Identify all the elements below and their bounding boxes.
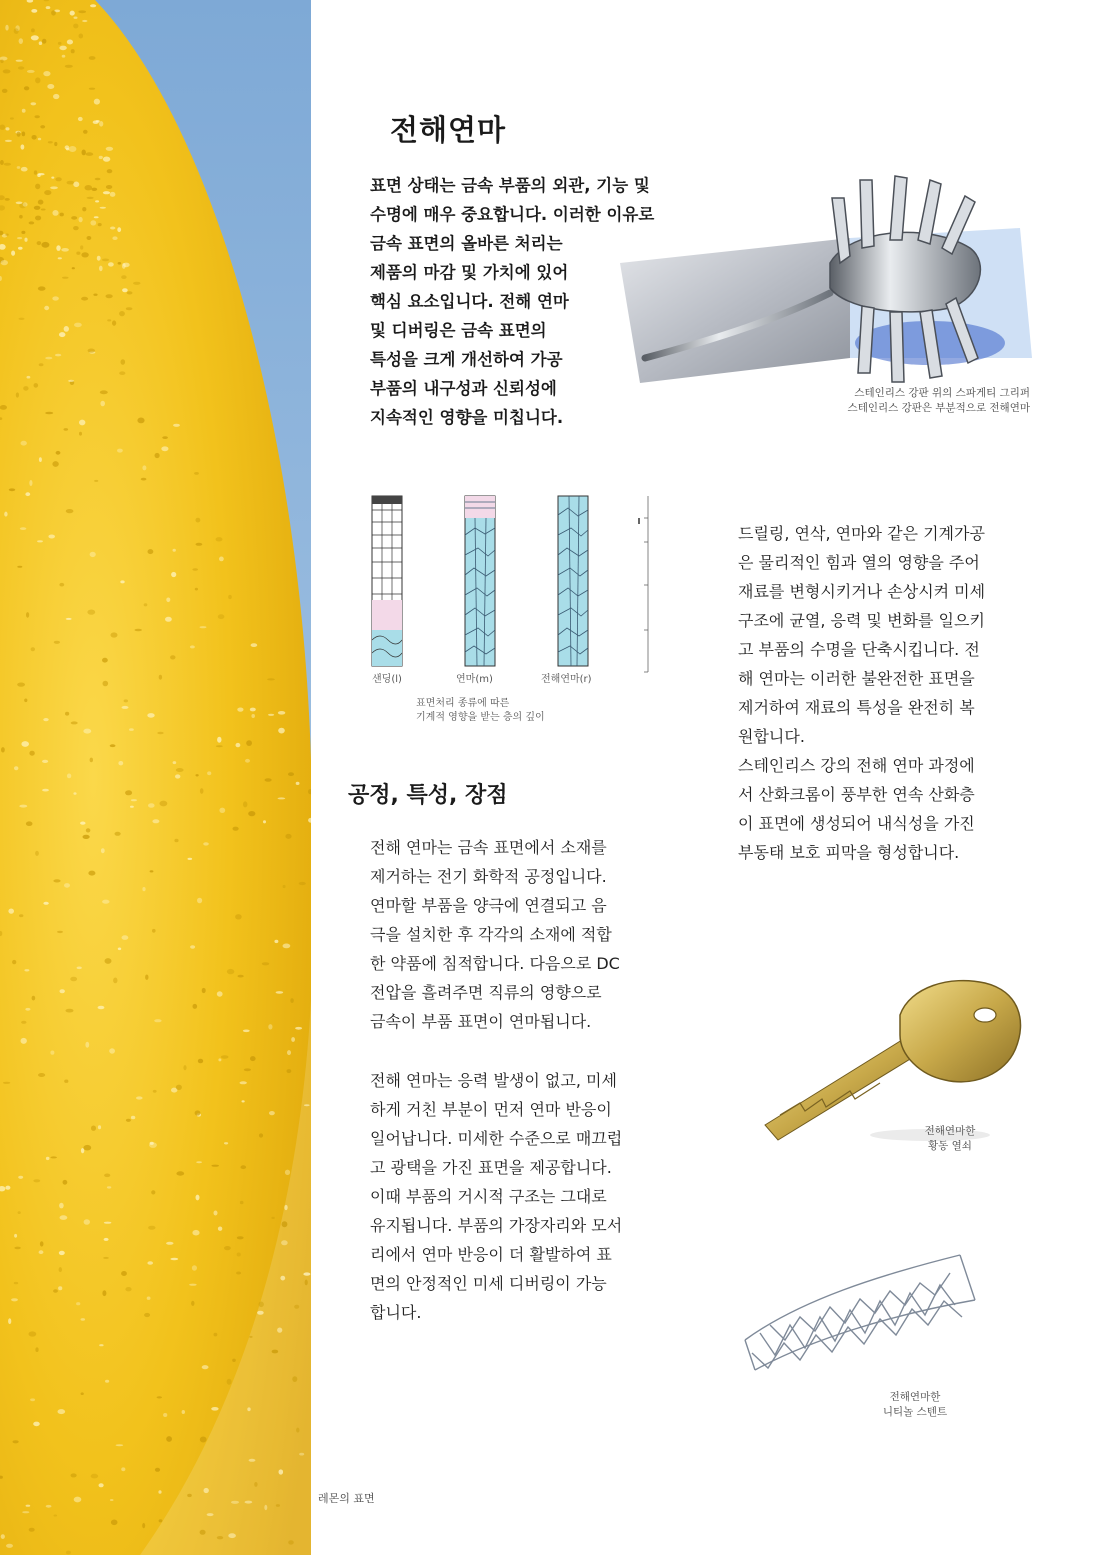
lemon-image-caption: 레몬의 표면 xyxy=(318,1492,375,1505)
diagram-caption-line: 기계적 영향을 받는 층의 깊이 xyxy=(416,712,545,723)
paragraph-line: 전해 연마는 금속 표면에서 소재를 xyxy=(370,838,607,857)
column-electropolishing xyxy=(558,496,588,666)
intro-line: 특성을 크게 개선하여 가공 xyxy=(370,350,563,369)
paragraph-line: 구조에 균열, 응력 및 변화를 일으키 xyxy=(738,611,985,630)
intro-line: 수명에 매우 중요합니다. 이러한 이유로 xyxy=(370,205,655,224)
intro-line: 부품의 내구성과 신뢰성에 xyxy=(370,379,557,398)
spaghetti-caption-line: 스테인리스 강판은 부분적으로 전해연마 xyxy=(847,402,1030,414)
paragraph-line: 리에서 연마 반응이 더 활발하여 표 xyxy=(370,1245,612,1264)
label-sanding: 샌딩(l) xyxy=(372,674,402,685)
paragraph-line: 면의 안정적인 미세 디버링이 가능 xyxy=(370,1274,607,1293)
paragraph-line: 한 약품에 침적합니다. 다음으로 DC xyxy=(370,954,620,973)
stent-caption-line: 니티놀 스텐트 xyxy=(882,1406,948,1418)
paragraph-line: 전압을 흘려주면 직류의 영향으로 xyxy=(370,983,602,1002)
intro-line: 제품의 마감 및 가치에 있어 xyxy=(370,263,569,282)
section-heading: 공정, 특성, 장점 xyxy=(348,783,508,808)
paragraph-line: 원합니다. xyxy=(738,727,805,746)
paragraph-line: 전해 연마는 응력 발생이 없고, 미세 xyxy=(370,1071,617,1090)
lemon-surface-image xyxy=(0,0,311,1555)
paragraph-line: 이때 부품의 거시적 구조는 그대로 xyxy=(370,1187,607,1206)
label-electropolishing: 전해연마(r) xyxy=(541,674,592,685)
paragraph-line: 합니다. xyxy=(370,1303,422,1322)
paragraph-line: 스테인리스 강의 전해 연마 과정에 xyxy=(738,756,975,775)
paragraph-line: 부동태 보호 피막을 형성합니다. xyxy=(738,843,960,862)
paragraph-line: 연마할 부품을 양극에 연결되고 음 xyxy=(370,896,607,915)
spaghetti-gripper-image xyxy=(600,168,1045,393)
paragraph-line: 제거하는 전기 화학적 공정입니다. xyxy=(370,867,607,886)
stent-caption xyxy=(850,1390,980,1420)
page-title: 전해연마 xyxy=(390,113,507,147)
process-paragraph-1 xyxy=(370,833,620,1036)
paragraph-line: 해 연마는 이러한 불완전한 표면을 xyxy=(738,669,975,688)
process-paragraph-2 xyxy=(370,1066,622,1327)
diagram-caption xyxy=(416,697,545,725)
nitinol-stent-image xyxy=(740,1245,985,1390)
paragraph-line: 서 산화크롬이 풍부한 연속 산화층 xyxy=(738,785,975,804)
paragraph-line: 이 표면에 생성되어 내식성을 가진 xyxy=(738,814,975,833)
layer-depth-diagram xyxy=(360,490,660,685)
diagram-caption-line: 표면처리 종류에 따른 xyxy=(416,698,510,709)
brass-key-image xyxy=(760,975,1030,1145)
machining-paragraph xyxy=(738,519,985,867)
key-caption-line: 황동 열쇠 xyxy=(928,1140,972,1152)
paragraph-line: 드릴링, 연삭, 연마와 같은 기계가공 xyxy=(738,524,985,543)
intro-line: 핵심 요소입니다. 전해 연마 xyxy=(370,292,569,311)
paragraph-line: 극을 설치한 후 각각의 소재에 적합 xyxy=(370,925,612,944)
paragraph-line: 금속이 부품 표면이 연마됩니다. xyxy=(370,1012,592,1031)
paragraph-line: 고 부품의 수명을 단축시킵니다. 전 xyxy=(738,640,980,659)
paragraph-line: 일어납니다. 미세한 수준으로 매끄럽 xyxy=(370,1129,623,1148)
label-polishing: 연마(m) xyxy=(456,674,493,685)
key-caption xyxy=(900,1124,1000,1154)
paragraph-line: 은 물리적인 힘과 열의 영향을 주어 xyxy=(738,553,980,572)
column-sanding xyxy=(372,496,402,666)
intro-line: 지속적인 영향을 미칩니다. xyxy=(370,408,564,427)
key-caption-line: 전해연마한 xyxy=(924,1125,976,1137)
depth-scale xyxy=(639,496,648,672)
paragraph-line: 하게 거친 부분이 먼저 연마 반응이 xyxy=(370,1100,612,1119)
stent-caption-line: 전해연마한 xyxy=(889,1391,941,1403)
spaghetti-caption xyxy=(780,386,1030,416)
paragraph-line: 유지됩니다. 부품의 가장자리와 모서 xyxy=(370,1216,623,1235)
paragraph-line: 제거하여 재료의 특성을 완전히 복 xyxy=(738,698,975,717)
paragraph-line: 재료를 변형시키거나 손상시켜 미세 xyxy=(738,582,986,601)
intro-line: 표면 상태는 금속 부품의 외관, 기능 및 xyxy=(370,176,650,195)
spaghetti-caption-line: 스테인리스 강판 위의 스파게티 그리퍼 xyxy=(854,387,1030,399)
intro-line: 및 디버링은 금속 표면의 xyxy=(370,321,547,340)
intro-line: 금속 표면의 올바른 처리는 xyxy=(370,234,563,253)
column-polishing xyxy=(465,496,495,666)
paragraph-line: 고 광택을 가진 표면을 제공합니다. xyxy=(370,1158,612,1177)
